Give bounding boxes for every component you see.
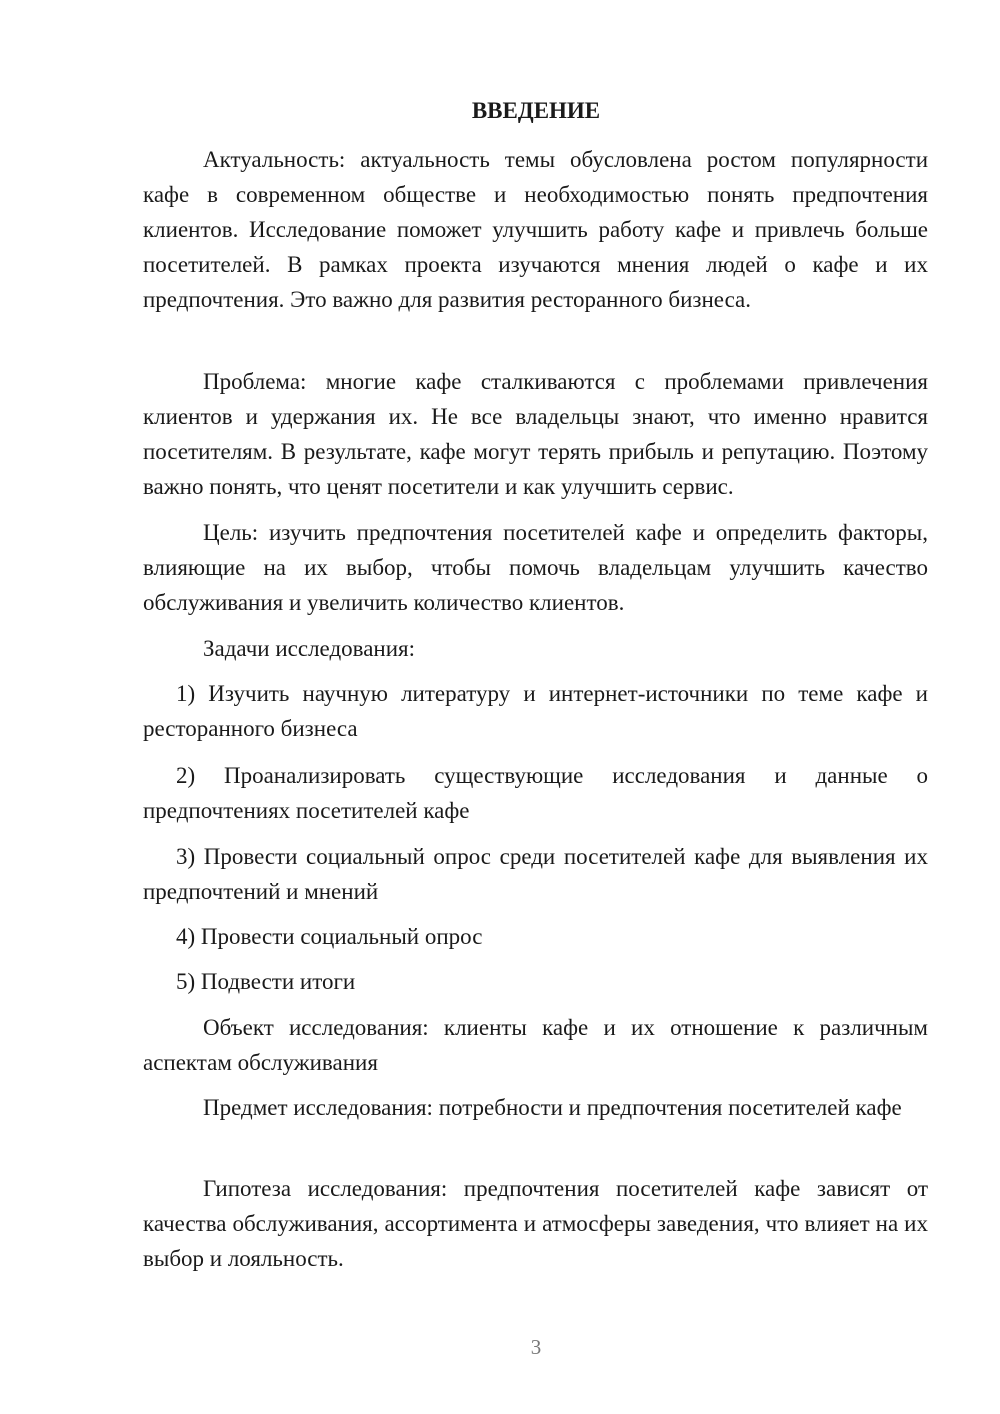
problem-paragraph: Проблема: многие кафе сталкиваются с проблемами привлечения клиентов и удержания их. Не все владельцы знают, что именно нравится посетителям. В результате, кафе могут терять прибыль и репутацию. Поэтому важно понять, что ценят посетители и как улучшить сервис. bbox=[143, 369, 928, 499]
section-heading: ВВЕДЕНИЕ bbox=[471, 98, 601, 123]
task-item-2: 2) Проанализировать существующие исследования и данные о предпочтениях посетителей кафе bbox=[143, 763, 928, 823]
task-item-3: 3) Провести социальный опрос среди посетителей кафе для выявления их предпочтений и мнений bbox=[143, 844, 928, 904]
tasks-title: Задачи исследования: bbox=[203, 636, 416, 661]
task-item-1: 1) Изучить научную литературу и интернет-источники по теме кафе и ресторанного бизнеса bbox=[143, 681, 928, 741]
goal-paragraph: Цель: изучить предпочтения посетителей кафе и определить факторы, влияющие на их выбор, чтобы помочь владельцам улучшить качество обслуживания и увеличить количество клиентов. bbox=[143, 520, 928, 615]
page-number: 3 bbox=[530, 1335, 542, 1359]
task-item-5: 5) Подвести итоги bbox=[176, 969, 356, 994]
object-paragraph: Объект исследования: клиенты кафе и их отношение к различным аспектам обслуживания bbox=[143, 1015, 928, 1075]
task-item-4: 4) Провести социальный опрос bbox=[176, 924, 483, 949]
relevance-paragraph: Актуальность: актуальность темы обусловлена ростом популярности кафе в современном обществе и необходимостью понять предпочтения клиентов. Исследование поможет улучшить работу кафе и привлечь больше посетителей. В рамках проекта изучаются мнения людей о кафе и их предпочтения. Это важно для развития ресторанного бизнеса. bbox=[143, 147, 928, 312]
subject-paragraph: Предмет исследования: потребности и предпочтения посетителей кафе bbox=[203, 1095, 902, 1120]
hypothesis-paragraph: Гипотеза исследования: предпочтения посетителей кафе зависят от качества обслуживания, ассортимента и атмосферы заведения, что влияет на их выбор и лояльность. bbox=[143, 1176, 928, 1271]
